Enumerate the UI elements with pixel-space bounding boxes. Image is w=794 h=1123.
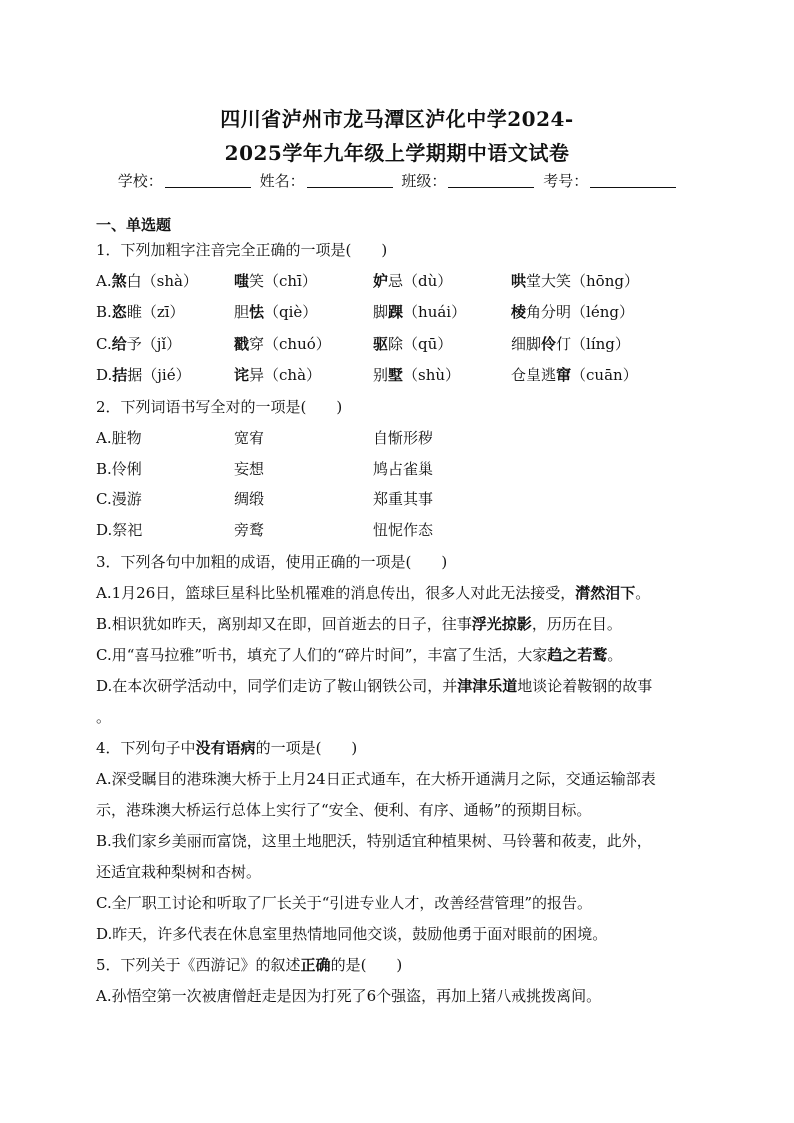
q1-option-a-3: 妒忌（dù） xyxy=(373,272,453,290)
q2-option-c-2: 绸缎 xyxy=(234,490,265,508)
q2-option-a-2: 宽宥 xyxy=(234,429,265,447)
name-label: 姓名： xyxy=(259,172,305,190)
q1-option-a-1: A.煞白（shà） xyxy=(96,272,198,290)
q3-option-d: D.在本次研学活动中，同学们走访了鞍山钢铁公司，并津津乐道地谈论着鞍钢的故事 xyxy=(96,677,653,695)
q4-stem: 4．下列句子中没有语病的一项是( ) xyxy=(96,739,358,757)
exam-number-label: 考号： xyxy=(543,172,589,190)
q2-option-a-1: A.脏物 xyxy=(96,429,142,447)
q1-option-c-4: 细脚伶仃（líng） xyxy=(511,335,630,353)
q1-stem: 1．下列加粗字注音完全正确的一项是( ) xyxy=(96,241,388,259)
q4-option-c: C.全厂职工讨论和听取了厂长关于“引进专业人才，改善经营管理”的报告。 xyxy=(96,894,593,912)
q3-stem: 3．下列各句中加粗的成语，使用正确的一项是( ) xyxy=(96,553,448,571)
q3-option-d-wrap: 。 xyxy=(96,708,112,726)
q2-stem: 2．下列词语书写全对的一项是( ) xyxy=(96,398,343,416)
school-label: 学校： xyxy=(117,172,163,190)
student-info-row xyxy=(0,170,794,191)
q2-option-d-3: 忸怩作态 xyxy=(373,521,434,539)
q4-option-b-line1: B.我们家乡美丽而富饶，这里土地肥沃，特别适宜种植果树、马铃薯和莜麦，此外， xyxy=(96,832,652,850)
q2-option-a-3: 自惭形秽 xyxy=(373,429,434,447)
class-field xyxy=(401,170,534,191)
school-field xyxy=(118,170,251,191)
exam-number-field xyxy=(543,170,676,191)
class-label: 班级： xyxy=(401,172,447,190)
q4-option-a-line1: A.深受瞩目的港珠澳大桥于上月24日正式通车，在大桥开通满月之际，交通运输部表 xyxy=(96,770,656,788)
q2-option-b-1: B.伶俐 xyxy=(96,460,142,478)
name-field xyxy=(260,170,393,191)
q1-option-c-3: 驱除（qū） xyxy=(373,335,453,353)
q2-option-b-2: 妄想 xyxy=(234,460,265,478)
q1-option-b-3: 脚踝（huái） xyxy=(373,303,467,321)
school-blank[interactable] xyxy=(165,173,251,188)
q1-option-c-1: C.给予（jǐ） xyxy=(96,335,182,353)
q4-option-d: D.昨天，许多代表在休息室里热情地同他交谈，鼓励他勇于面对眼前的困境。 xyxy=(96,925,608,943)
q1-option-b-4: 棱角分明（léng） xyxy=(511,303,634,321)
exam-title-line-2: 2025学年九年级上学期期中语文试卷 xyxy=(224,141,570,165)
q1-option-d-2: 诧异（chà） xyxy=(234,366,322,384)
class-blank[interactable] xyxy=(448,173,534,188)
q5-option-a: A.孙悟空第一次被唐僧赶走是因为打死了6个强盗，再加上猪八戒挑拨离间。 xyxy=(96,987,602,1005)
q1-option-b-2: 胆怯（qiè） xyxy=(234,303,318,321)
q4-option-b-line2: 还适宜栽种梨树和杏树。 xyxy=(96,863,262,881)
q1-option-c-2: 戳穿（chuó） xyxy=(234,335,331,353)
section-heading: 一、单选题 xyxy=(96,216,172,234)
q1-option-d-4: 仓皇逃窜（cuān） xyxy=(511,366,638,384)
q1-option-b-1: B.恣睢（zī） xyxy=(96,303,185,321)
q4-option-a-line2: 示，港珠澳大桥运行总体上实行了“安全、便利、有序、通畅”的预期目标。 xyxy=(96,801,592,819)
q1-option-a-4: 哄堂大笑（hōng） xyxy=(511,272,639,290)
q1-option-d-1: D.拮据（jié） xyxy=(96,366,191,384)
name-blank[interactable] xyxy=(307,173,393,188)
q2-option-c-1: C.漫游 xyxy=(96,490,142,508)
q3-option-b: B.相识犹如昨天，离别却又在即，回首逝去的日子，往事浮光掠影，历历在目。 xyxy=(96,615,622,633)
exam-number-blank[interactable] xyxy=(590,173,676,188)
q2-option-b-3: 鸠占雀巢 xyxy=(373,460,434,478)
q1-option-a-2: 嗤笑（chī） xyxy=(234,272,317,290)
q2-option-c-3: 郑重其事 xyxy=(373,490,434,508)
q1-option-d-3: 别墅（shù） xyxy=(373,366,461,384)
q5-stem: 5．下列关于《西游记》的叙述正确的是( ) xyxy=(96,956,403,974)
q2-option-d-2: 旁鹜 xyxy=(234,521,265,539)
q2-option-d-1: D.祭祀 xyxy=(96,521,143,539)
exam-title-line-1: 四川省泸州市龙马潭区泸化中学2024- xyxy=(220,107,574,131)
q3-option-c: C.用“喜马拉雅”听书，填充了人们的“碎片时间”，丰富了生活，大家趋之若鹜。 xyxy=(96,646,623,664)
q3-option-a: A.1月26日，篮球巨星科比坠机罹难的消息传出，很多人对此无法接受，潸然泪下。 xyxy=(96,584,651,602)
